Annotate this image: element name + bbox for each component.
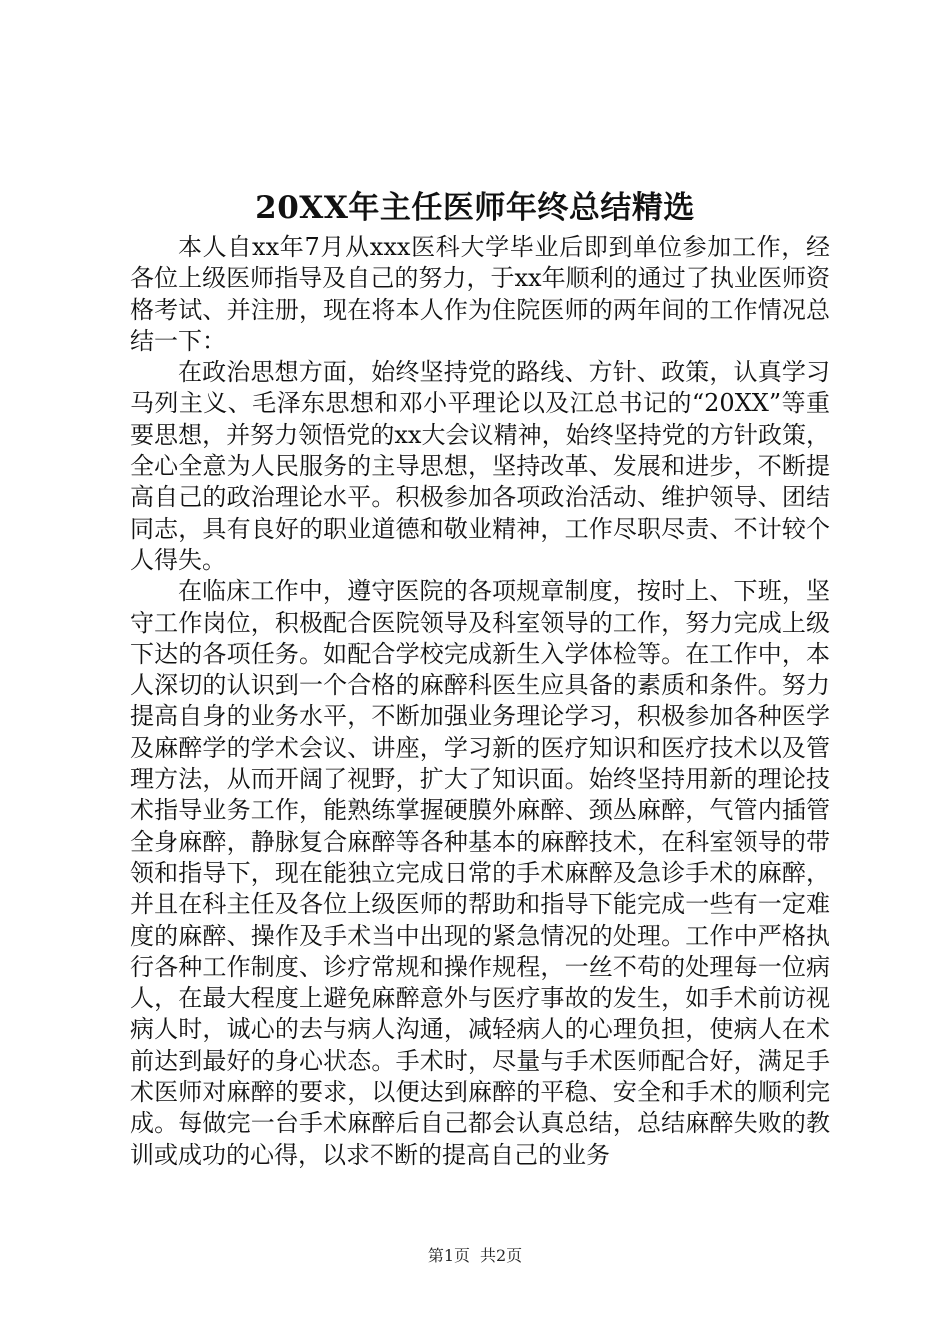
- paragraph-intro: 本人自xx年7月从xxx医科大学毕业后即到单位参加工作，经各位上级医师指导及自己的努力，于xx年顺利的通过了执业医师资格考试、并注册，现在将本人作为住院医师的两年间的工作情况总结一下：: [130, 233, 830, 355]
- document-title: 20XX年主任医师年终总结精选: [255, 190, 695, 226]
- document-body: [130, 232, 830, 1171]
- paragraph-clinical: 在临床工作中，遵守医院的各项规章制度，按时上、下班，坚守工作岗位，积极配合医院领导及科室领导的工作，努力完成上级下达的各项任务。如配合学校完成新生入学体检等。在工作中，本人深切的认识到一个合格的麻醉科医生应具备的素质和条件。努力提高自身的业务水平，不断加强业务理论学习，积极参加各种医学及麻醉学的学术会议、讲座，学习新的医疗知识和医疗技术以及管理方法，从而开阔了视野，扩大了知识面。始终坚持用新的理论技术指导业务工作，能熟练掌握硬膜外麻醉、颈丛麻醉，气管内插管全身麻醉，静脉复合麻醉等各种基本的麻醉技术，在科室领导的带领和指导下，现在能独立完成日常的手术麻醉及急诊手术的麻醉，并且在科主任及各位上级医师的帮助和指导下能完成一些有一定难度的麻醉、操作及手术当中出现的紧急情况的处理。工作中严格执行各种工作制度、诊疗常规和操作规程，一丝不苟的处理每一位病人，在最大程度上避免麻醉意外与医疗事故的发生，如手术前访视病人时，诚心的去与病人沟通，减轻病人的心理负担，使病人在术前达到最好的身心状态。手术时，尽量与手术医师配合好，满足手术医师对麻醉的要求，以便达到麻醉的平稳、安全和手术的顺利完成。每做完一台手术麻醉后自己都会认真总结，总结麻醉失败的教训或成功的心得，以求不断的提高自己的业务: [130, 577, 830, 1169]
- page-footer: [0, 1244, 950, 1268]
- page-number: 第1页: [427, 1246, 470, 1265]
- paragraph-political: 在政治思想方面，始终坚持党的路线、方针、政策，认真学习马列主义、毛泽东思想和邓小平理论以及江总书记的“20XX”等重要思想，并努力领悟党的xx大会议精神，始终坚持党的方针政策，全心全意为人民服务的主导思想，坚持改革、发展和进步，不断提高自己的政治理论水平。积极参加各项政治活动、维护领导、团结同志，具有良好的职业道德和敬业精神，工作尽职尽责、不计较个人得失。: [130, 358, 830, 574]
- page-total: 共2页: [480, 1246, 523, 1265]
